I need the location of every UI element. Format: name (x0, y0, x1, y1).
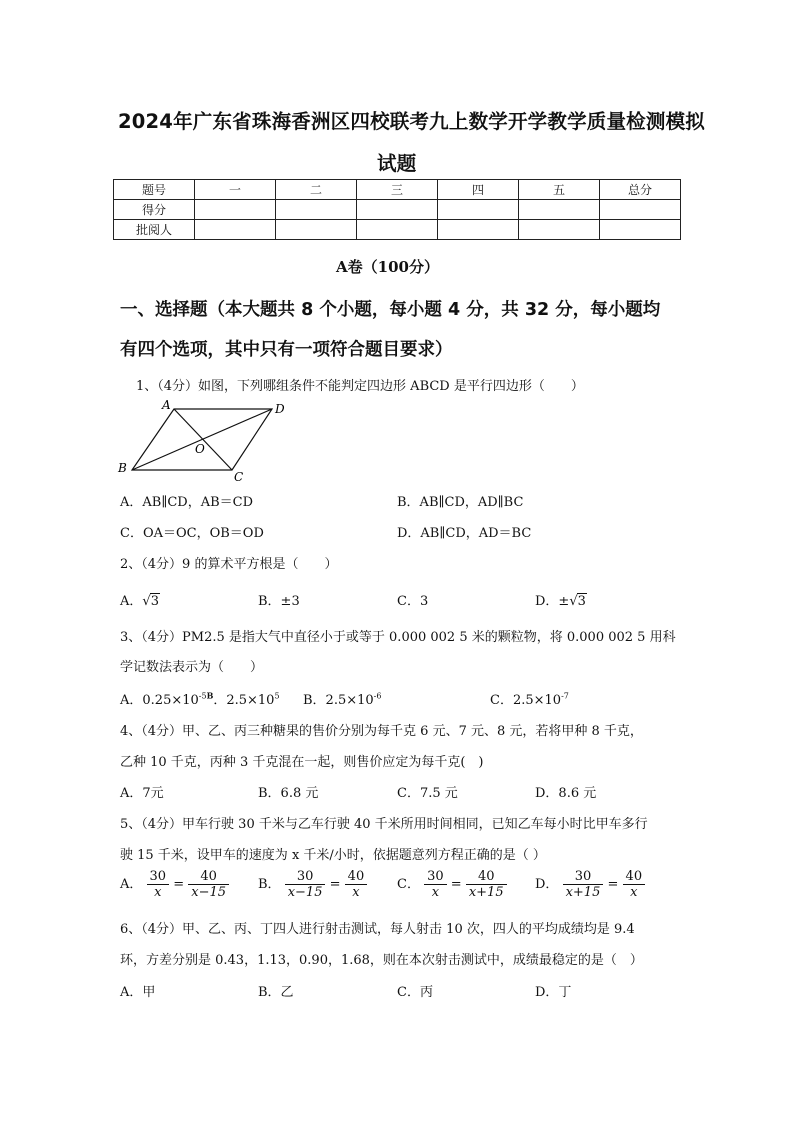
question-2-stem: 2、（4分）9 的算术平方根是（ ） (120, 557, 338, 572)
question-5-line1: 5、（4分）甲车行驶 30 千米与乙车行驶 40 千米所用时间相同，已知乙车每小时比甲车多行 (120, 817, 648, 832)
option-label: A． (120, 877, 143, 892)
q2-option-b: B．±3 (258, 594, 300, 609)
score-cell (195, 200, 276, 220)
equals-sign: = (173, 877, 185, 892)
reviewer-cell (276, 220, 357, 240)
q5-option-b (258, 869, 367, 900)
reviewer-cell (357, 220, 438, 240)
option-label: D． (535, 877, 559, 892)
score-header-cell: 总分 (600, 180, 681, 200)
numerator: 40 (345, 869, 368, 885)
vertex-label-d: D (275, 402, 285, 416)
option-mark: B (206, 690, 214, 701)
question-3-line2: 学记数法表示为（ ） (120, 660, 264, 675)
exponent: -6 (373, 691, 382, 701)
denominator: x+15 (468, 885, 504, 900)
equals-sign: = (329, 877, 341, 892)
q6-option-c: C．丙 (397, 985, 433, 1000)
score-table-header-row (114, 180, 681, 200)
question-1-stem: 1、（4分）如图，下列哪组条件不能判定四边形 ABCD 是平行四边形（ ） (136, 379, 584, 394)
numerator: 30 (147, 869, 170, 885)
q3-option-d (490, 689, 569, 708)
sqrt-symbol: √ (569, 594, 578, 609)
q4-option-b: B．6.8 元 (258, 786, 319, 801)
page-title: 2024年广东省珠海香洲区四校联考九上数学开学教学质量检测模拟 (118, 110, 705, 133)
question-4-line1: 4、（4分）甲、乙、丙三种糖果的售价分别为每千克 6 元、7 元、8 元，若将甲种 8 千克， (120, 724, 643, 739)
q6-option-a: A．甲 (120, 985, 156, 1000)
denominator: x−15 (191, 885, 227, 900)
score-cell (519, 200, 600, 220)
q5-option-a (120, 869, 229, 900)
denominator: x (154, 885, 162, 900)
q3-option-a (120, 689, 280, 708)
reviewer-cell (195, 220, 276, 240)
numerator: 30 (563, 869, 604, 885)
option-label: B． (258, 877, 281, 892)
vertex-label-a: A (162, 398, 171, 412)
sqrt-symbol: √ (142, 594, 151, 609)
q1-option-a: A．AB∥CD，AB＝CD (120, 495, 254, 510)
denominator: x+15 (565, 885, 601, 900)
q1-option-c: C．OA＝OC，OB＝OD (120, 526, 264, 541)
question-6-line2: 环，方差分别是 0.43，1.13，0.90，1.68，则在本次射击测试中，成绩最稳定的是（ ） (120, 953, 643, 968)
q6-option-b: B．乙 (258, 985, 294, 1000)
score-header-cell: 二 (276, 180, 357, 200)
q5-option-c (397, 869, 507, 900)
equals-sign: = (607, 877, 619, 892)
q4-option-a: A．7元 (120, 786, 164, 801)
reviewer-row-label: 批阅人 (114, 220, 195, 240)
option-text: C．2.5×10 (490, 693, 562, 708)
volume-title: A卷（100分） (336, 258, 439, 276)
q2-option-c: C．3 (397, 594, 429, 609)
exponent: 5 (274, 691, 280, 701)
score-cell (357, 200, 438, 220)
score-row-label: 得分 (114, 200, 195, 220)
option-label: C． (397, 877, 420, 892)
center-label-o: O (195, 442, 205, 456)
fraction (466, 869, 507, 900)
denominator: x (630, 885, 638, 900)
score-row (114, 200, 681, 220)
parallelogram-figure (112, 397, 297, 483)
option-label: A． (120, 594, 143, 609)
q2-option-a (120, 590, 160, 609)
option-text: A．0.25×10 (120, 693, 199, 708)
sqrt-radicand: 3 (577, 594, 586, 609)
q4-option-c: C．7.5 元 (397, 786, 458, 801)
q3-option-c (303, 689, 381, 708)
score-header-cell: 题号 (114, 180, 195, 200)
page-title-cont: 试题 (377, 152, 417, 175)
numerator: 40 (466, 869, 507, 885)
question-6-line1: 6、（4分）甲、乙、丙、丁四人进行射击测试，每人射击 10 次，四人的平均成绩均是 9.4 (120, 922, 635, 937)
denominator: x (431, 885, 440, 900)
vertex-label-c: C (234, 470, 244, 483)
q1-option-b: B．AB∥CD，AD∥BC (397, 495, 524, 510)
fraction (623, 869, 646, 900)
fraction (424, 869, 447, 900)
score-header-cell: 五 (519, 180, 600, 200)
denominator: x (352, 885, 360, 900)
section-heading: 一、选择题（本大题共 8 个小题，每小题 4 分，共 32 分，每小题均 (120, 300, 661, 320)
numerator: 30 (424, 869, 447, 885)
question-3-line1: 3、（4分）PM2.5 是指大气中直径小于或等于 0.000 002 5 米的颗粒物，将 0.000 002 5 用科 (120, 630, 676, 645)
option-text: B．2.5×10 (303, 693, 374, 708)
score-header-cell: 四 (438, 180, 519, 200)
sqrt-radicand: 3 (150, 594, 159, 609)
q5-option-d (535, 869, 645, 900)
fraction (345, 869, 368, 900)
score-table (113, 179, 681, 240)
fraction (147, 869, 170, 900)
equals-sign: = (450, 877, 462, 892)
denominator: x−15 (287, 885, 323, 900)
score-cell (276, 200, 357, 220)
q2-option-d (535, 590, 587, 609)
section-heading-cont: 有四个选项，其中只有一项符合题目要求） (120, 340, 453, 360)
exponent: -5 (198, 691, 207, 701)
fraction (188, 869, 229, 900)
q4-option-d: D．8.6 元 (535, 786, 597, 801)
score-header-cell: 三 (357, 180, 438, 200)
score-header-cell: 一 (195, 180, 276, 200)
numerator: 40 (623, 869, 646, 885)
reviewer-cell (600, 220, 681, 240)
vertex-label-b: B (118, 461, 127, 475)
option-text: ．2.5×10 (213, 693, 275, 708)
numerator: 30 (285, 869, 326, 885)
score-cell (600, 200, 681, 220)
score-cell (438, 200, 519, 220)
option-label: D．± (535, 594, 570, 609)
q1-option-d: D．AB∥CD，AD＝BC (397, 526, 532, 541)
question-4-line2: 乙种 10 千克，丙种 3 千克混在一起，则售价应定为每千克( ) (120, 755, 484, 770)
q6-option-d: D．丁 (535, 985, 572, 1000)
reviewer-cell (519, 220, 600, 240)
fraction (285, 869, 326, 900)
exponent: -7 (561, 691, 569, 701)
reviewer-row (114, 220, 681, 240)
numerator: 40 (188, 869, 229, 885)
question-5-line2: 驶 15 千米，设甲车的速度为 x 千米/小时，依据题意列方程正确的是（ ） (120, 848, 546, 863)
reviewer-cell (438, 220, 519, 240)
fraction (563, 869, 604, 900)
